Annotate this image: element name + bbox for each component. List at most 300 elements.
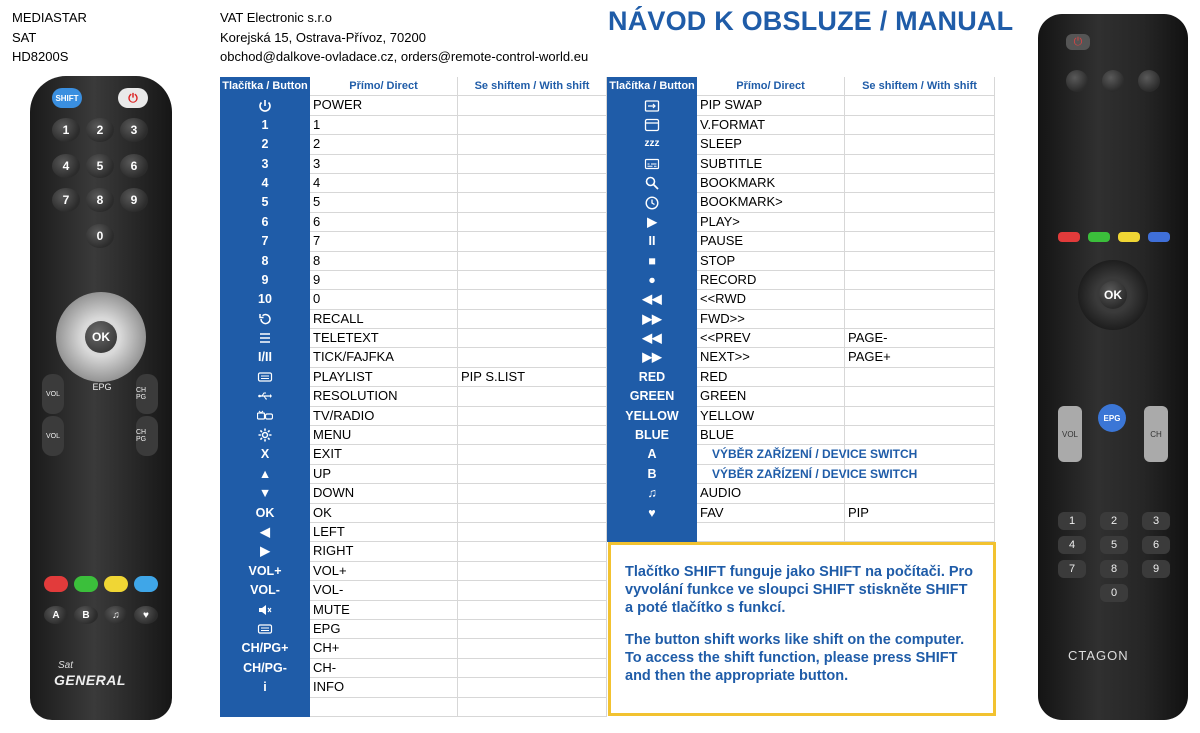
- table-row: [220, 232, 607, 251]
- brand-line-3: HD8200S: [12, 49, 69, 64]
- shift-cell: [458, 155, 607, 174]
- shift-cell: [845, 407, 995, 426]
- button-label: 5: [261, 195, 269, 210]
- brand-line-1: MEDIASTAR: [12, 10, 87, 25]
- button-cell: [220, 387, 310, 406]
- table-row: [220, 290, 607, 309]
- button-cell: [607, 290, 697, 309]
- shift-cell: [845, 232, 995, 251]
- format-icon: [644, 117, 660, 133]
- direct-cell: [697, 465, 918, 484]
- button-label: RED: [638, 369, 666, 384]
- button-cell: [607, 445, 697, 464]
- table-row: [220, 542, 607, 561]
- button-cell: [607, 426, 697, 445]
- table-row: [220, 193, 607, 212]
- table-row: [607, 232, 995, 251]
- direct-cell: PLAY>: [697, 213, 845, 232]
- button-cell: [607, 116, 697, 135]
- direct-cell: TV/RADIO: [310, 407, 458, 426]
- color-key: [134, 576, 158, 592]
- shift-cell: [845, 174, 995, 193]
- table-row: [220, 465, 607, 484]
- direct-cell: V.FORMAT: [697, 116, 845, 135]
- direct-cell: RESOLUTION: [310, 387, 458, 406]
- direct-cell: EPG: [310, 620, 458, 639]
- button-cell: [607, 232, 697, 251]
- shift-cell: [845, 213, 995, 232]
- button-label: 9: [261, 272, 269, 287]
- button-cell: [220, 368, 310, 387]
- table-row: [220, 504, 607, 523]
- table-row: [607, 310, 995, 329]
- device-switch-label: VÝBĚR ZAŘÍZENÍ / DEVICE SWITCH: [712, 447, 918, 462]
- button-cell: [220, 193, 310, 212]
- button-label: ♫: [647, 486, 657, 501]
- shift-cell: PAGE+: [845, 348, 995, 367]
- button-cell: [220, 484, 310, 503]
- table-row: [607, 155, 995, 174]
- color-key: [74, 576, 98, 592]
- button-cell: [220, 135, 310, 154]
- button-label: ●: [648, 272, 656, 287]
- color-key: [44, 576, 68, 592]
- shift-cell: [845, 155, 995, 174]
- button-label: CH/PG+: [241, 641, 289, 656]
- ch-key: CH: [1144, 406, 1168, 462]
- direct-cell: MENU: [310, 426, 458, 445]
- epg-key: EPG: [1098, 404, 1126, 432]
- shift-cell: PAGE-: [845, 329, 995, 348]
- shift-cell: [845, 135, 995, 154]
- epg-label: EPG: [92, 382, 112, 392]
- direct-cell: [310, 698, 458, 717]
- shift-cell: [458, 310, 607, 329]
- digit-key: 6: [1142, 536, 1170, 554]
- shift-cell: [845, 484, 995, 503]
- table-row: [220, 310, 607, 329]
- mute-icon: [257, 602, 273, 618]
- vol-key: VOL: [1058, 406, 1082, 462]
- shift-note: [608, 542, 996, 716]
- table-row: [607, 135, 995, 154]
- direct-cell: TICK/FAJFKA: [310, 348, 458, 367]
- function-key: B: [74, 606, 98, 624]
- table-row: [607, 329, 995, 348]
- table-row: [220, 252, 607, 271]
- button-cell: [220, 329, 310, 348]
- direct-cell: MUTE: [310, 601, 458, 620]
- table-row: [220, 523, 607, 542]
- button-cell: [220, 678, 310, 697]
- shift-cell: [458, 484, 607, 503]
- button-table-right: [607, 77, 995, 542]
- button-label: ▲: [258, 466, 272, 481]
- direct-cell: BOOKMARK>: [697, 193, 845, 212]
- clock-icon: [644, 195, 660, 211]
- button-cell: [607, 96, 697, 115]
- direct-cell: 5: [310, 193, 458, 212]
- button-label: 3: [261, 156, 269, 171]
- button-cell: [607, 368, 697, 387]
- table-row: [607, 426, 995, 445]
- keyboard-icon: [257, 621, 273, 637]
- button-label: 1: [261, 117, 269, 132]
- direct-cell: GREEN: [697, 387, 845, 406]
- direct-cell: SUBTITLE: [697, 155, 845, 174]
- color-key: [1148, 232, 1170, 242]
- header-direct: Přímo/ Direct: [697, 77, 845, 96]
- button-cell: [607, 155, 697, 174]
- pip-swap-icon: [644, 98, 660, 114]
- shift-cell: [458, 252, 607, 271]
- digit-key: 7: [1058, 560, 1086, 578]
- table-row: [220, 271, 607, 290]
- recall-icon: [257, 311, 273, 327]
- direct-cell: FAV: [697, 504, 845, 523]
- digit-key: 5: [1100, 536, 1128, 554]
- button-cell: [220, 290, 310, 309]
- button-label: I/II: [258, 350, 272, 365]
- shift-cell: [458, 290, 607, 309]
- digit-key: 8: [1100, 560, 1128, 578]
- direct-cell: AUDIO: [697, 484, 845, 503]
- button-label: ■: [648, 253, 656, 268]
- button-cell: [607, 387, 697, 406]
- button-cell: [607, 135, 697, 154]
- button-label: ▼: [258, 486, 272, 501]
- direct-cell: 3: [310, 155, 458, 174]
- table-row: [607, 252, 995, 271]
- shift-cell: [458, 348, 607, 367]
- function-key: ♥: [134, 606, 158, 624]
- shift-cell: [845, 387, 995, 406]
- table-row: [220, 96, 607, 115]
- shift-cell: [458, 639, 607, 658]
- digit-key: 9: [1142, 560, 1170, 578]
- direct-cell: LEFT: [310, 523, 458, 542]
- table-row: [607, 174, 995, 193]
- table-row: [607, 445, 995, 464]
- button-label: BLUE: [634, 428, 670, 443]
- shift-cell: [458, 562, 607, 581]
- shift-cell: [845, 96, 995, 115]
- button-cell: [220, 348, 310, 367]
- table-row: [220, 445, 607, 464]
- table-row: [607, 387, 995, 406]
- table-row: [220, 387, 607, 406]
- direct-cell: <<PREV: [697, 329, 845, 348]
- table-row: [607, 193, 995, 212]
- button-cell: [220, 523, 310, 542]
- direct-cell: 0: [310, 290, 458, 309]
- vol-minus-key: VOL: [42, 416, 64, 456]
- table-row: [220, 581, 607, 600]
- shift-cell: [845, 368, 995, 387]
- button-label: A: [647, 447, 657, 462]
- menu-lines-icon: [257, 330, 273, 346]
- color-key: [1088, 232, 1110, 242]
- shift-cell: [458, 271, 607, 290]
- button-cell: [607, 193, 697, 212]
- table-row: [220, 348, 607, 367]
- shift-cell: [458, 193, 607, 212]
- digit-key: 5: [86, 154, 114, 178]
- direct-cell: NEXT>>: [697, 348, 845, 367]
- shift-cell: [845, 271, 995, 290]
- digit-key: 8: [86, 188, 114, 212]
- table-row: [607, 213, 995, 232]
- device-brand: [12, 8, 87, 67]
- usb-icon: [257, 388, 273, 404]
- button-cell: [220, 96, 310, 115]
- button-label: CH/PG-: [243, 660, 287, 675]
- button-label: 4: [261, 175, 269, 190]
- table-row: [607, 523, 995, 542]
- button-cell: [220, 601, 310, 620]
- button-cell: [220, 174, 310, 193]
- button-cell: [220, 155, 310, 174]
- table-header: [607, 77, 995, 96]
- vol-plus-key: VOL: [42, 374, 64, 414]
- button-label: 8: [261, 253, 269, 268]
- table-row: [220, 407, 607, 426]
- table-row: [220, 135, 607, 154]
- button-label: ♥: [648, 505, 656, 520]
- button-label: 6: [261, 214, 269, 229]
- table-row: [220, 678, 607, 697]
- button-cell: [607, 252, 697, 271]
- brand-line-2: SAT: [12, 29, 37, 45]
- shift-cell: [458, 387, 607, 406]
- table-row: [607, 116, 995, 135]
- shift-cell: [458, 620, 607, 639]
- company-info: [220, 8, 588, 67]
- shift-cell: [458, 407, 607, 426]
- button-cell: [220, 620, 310, 639]
- header-shift: Se shiftem / With shift: [458, 77, 607, 96]
- button-cell: [607, 484, 697, 503]
- shift-cell: [845, 290, 995, 309]
- subtitle-icon: [644, 156, 660, 172]
- direct-cell: 9: [310, 271, 458, 290]
- table-row: [607, 96, 995, 115]
- direct-cell: RECORD: [697, 271, 845, 290]
- button-cell: [220, 698, 310, 717]
- table-row: [220, 562, 607, 581]
- direct-cell: RIGHT: [310, 542, 458, 561]
- button-cell: [220, 542, 310, 561]
- table-row: [607, 271, 995, 290]
- header-button: Tlačítka / Button: [220, 77, 310, 96]
- digit-key: 4: [1058, 536, 1086, 554]
- button-cell: [607, 523, 697, 542]
- button-cell: [607, 407, 697, 426]
- button-label: X: [260, 447, 270, 462]
- button-label: 10: [258, 292, 272, 307]
- shift-note-cz: Tlačítko SHIFT funguje jako SHIFT na počítači. Pro vyvolání funkce ve sloupci SHIFT stiskněte SHIFT a poté tlačítko s funkcí.: [625, 564, 974, 616]
- table-row: [220, 698, 607, 717]
- direct-cell: VOL+: [310, 562, 458, 581]
- table-header: [220, 77, 607, 96]
- search-icon: [644, 175, 660, 191]
- shift-cell: [845, 193, 995, 212]
- button-label: II: [648, 234, 656, 249]
- direct-cell: 1: [310, 116, 458, 135]
- table-row: [220, 368, 607, 387]
- digit-key: 2: [1100, 512, 1128, 530]
- direct-cell: 2: [310, 135, 458, 154]
- button-label: ▶: [260, 544, 270, 559]
- header-direct: Přímo/ Direct: [310, 77, 458, 96]
- ch-minus-key: CH PG: [136, 416, 158, 456]
- shift-cell: [458, 601, 607, 620]
- button-label: zzz: [644, 138, 660, 150]
- direct-cell: 6: [310, 213, 458, 232]
- button-label: GREEN: [629, 389, 675, 404]
- color-key: [1058, 232, 1080, 242]
- table-row: [220, 174, 607, 193]
- direct-cell: 4: [310, 174, 458, 193]
- direct-cell: CH-: [310, 659, 458, 678]
- direct-cell: PLAYLIST: [310, 368, 458, 387]
- shift-cell: [458, 678, 607, 697]
- direct-cell: VOL-: [310, 581, 458, 600]
- digit-key: 3: [1142, 512, 1170, 530]
- button-label: VOL+: [248, 563, 282, 578]
- button-label: i: [263, 680, 267, 695]
- button-cell: [607, 174, 697, 193]
- tv-key: [1066, 70, 1088, 92]
- dvd-key: [1138, 70, 1160, 92]
- button-label: ◀◀: [642, 331, 662, 346]
- direct-cell: EXIT: [310, 445, 458, 464]
- tv-radio-icon: [257, 408, 273, 424]
- power-icon: [257, 98, 273, 114]
- shift-cell: [458, 698, 607, 717]
- brand-logo: GENERAL: [54, 672, 126, 688]
- table-row: [607, 465, 995, 484]
- button-cell: [220, 426, 310, 445]
- shift-cell: [845, 116, 995, 135]
- table-row: [220, 155, 607, 174]
- button-label: ▶▶: [642, 350, 662, 365]
- button-cell: [220, 271, 310, 290]
- direct-cell: CH+: [310, 639, 458, 658]
- device-switch-label: VÝBĚR ZAŘÍZENÍ / DEVICE SWITCH: [712, 466, 918, 481]
- ok-key: OK: [1099, 281, 1127, 309]
- table-row: [220, 659, 607, 678]
- shift-cell: PIP S.LIST: [458, 368, 607, 387]
- digit-key: 3: [120, 118, 148, 142]
- color-key: [104, 576, 128, 592]
- direct-cell: [697, 523, 845, 542]
- shift-cell: [458, 329, 607, 348]
- direct-cell: INFO: [310, 678, 458, 697]
- digit-key: 1: [1058, 512, 1086, 530]
- button-cell: [220, 465, 310, 484]
- shift-cell: [845, 310, 995, 329]
- power-key-icon: ⏻: [118, 88, 148, 108]
- shift-cell: [845, 252, 995, 271]
- direct-cell: <<RWD: [697, 290, 845, 309]
- company-name: VAT Electronic s.r.o: [220, 10, 332, 25]
- direct-cell: FWD>>: [697, 310, 845, 329]
- button-label: 7: [261, 234, 269, 249]
- table-row: [220, 329, 607, 348]
- header-button: Tlačítka / Button: [607, 77, 697, 96]
- keyboard-icon: [257, 369, 273, 385]
- remote-general-image: [30, 76, 172, 720]
- button-label: ◀◀: [642, 292, 662, 307]
- digit-key: 2: [86, 118, 114, 142]
- digit-key: 0: [1100, 584, 1128, 602]
- shift-cell: [458, 445, 607, 464]
- button-cell: [220, 581, 310, 600]
- button-cell: [607, 329, 697, 348]
- button-cell: [607, 271, 697, 290]
- shift-cell: [845, 426, 995, 445]
- direct-cell: UP: [310, 465, 458, 484]
- direct-cell: [697, 445, 918, 464]
- table-row: [220, 213, 607, 232]
- table-row: [220, 639, 607, 658]
- button-cell: [220, 252, 310, 271]
- button-label: VOL-: [250, 583, 280, 598]
- power-key-icon: ⏻: [1066, 34, 1090, 50]
- table-row: [607, 368, 995, 387]
- table-row: [220, 484, 607, 503]
- button-cell: [607, 504, 697, 523]
- digit-key: 9: [120, 188, 148, 212]
- shift-key: SHIFT: [52, 88, 82, 108]
- ch-plus-key: CH PG: [136, 374, 158, 414]
- direct-cell: POWER: [310, 96, 458, 115]
- direct-cell: PIP SWAP: [697, 96, 845, 115]
- company-address: Korejská 15, Ostrava-Přívoz, 70200: [220, 29, 426, 45]
- company-emails: obchod@dalkove-ovladace.cz, orders@remote-control-world.eu: [220, 49, 589, 64]
- button-cell: [607, 213, 697, 232]
- shift-cell: [458, 116, 607, 135]
- table-row: [220, 426, 607, 445]
- button-cell: [220, 659, 310, 678]
- page-title: NÁVOD K OBSLUZE / MANUAL: [608, 6, 1014, 36]
- direct-cell: STOP: [697, 252, 845, 271]
- button-cell: [220, 310, 310, 329]
- table-row: [220, 620, 607, 639]
- button-cell: [607, 465, 697, 484]
- shift-cell: [458, 465, 607, 484]
- table-row: [607, 407, 995, 426]
- direct-cell: YELLOW: [697, 407, 845, 426]
- gear-icon: [257, 427, 273, 443]
- stb-key: [1102, 70, 1124, 92]
- shift-cell: [458, 135, 607, 154]
- ok-key: OK: [85, 321, 117, 353]
- button-label: B: [647, 466, 657, 481]
- button-cell: [607, 348, 697, 367]
- button-cell: [220, 213, 310, 232]
- shift-cell: PIP: [845, 504, 995, 523]
- button-cell: [220, 232, 310, 251]
- direct-cell: SLEEP: [697, 135, 845, 154]
- direct-cell: RECALL: [310, 310, 458, 329]
- remote-octagon-image: [1038, 14, 1188, 720]
- header-shift: Se shiftem / With shift: [845, 77, 995, 96]
- shift-cell: [458, 504, 607, 523]
- button-label: YELLOW: [625, 408, 679, 423]
- button-cell: [220, 639, 310, 658]
